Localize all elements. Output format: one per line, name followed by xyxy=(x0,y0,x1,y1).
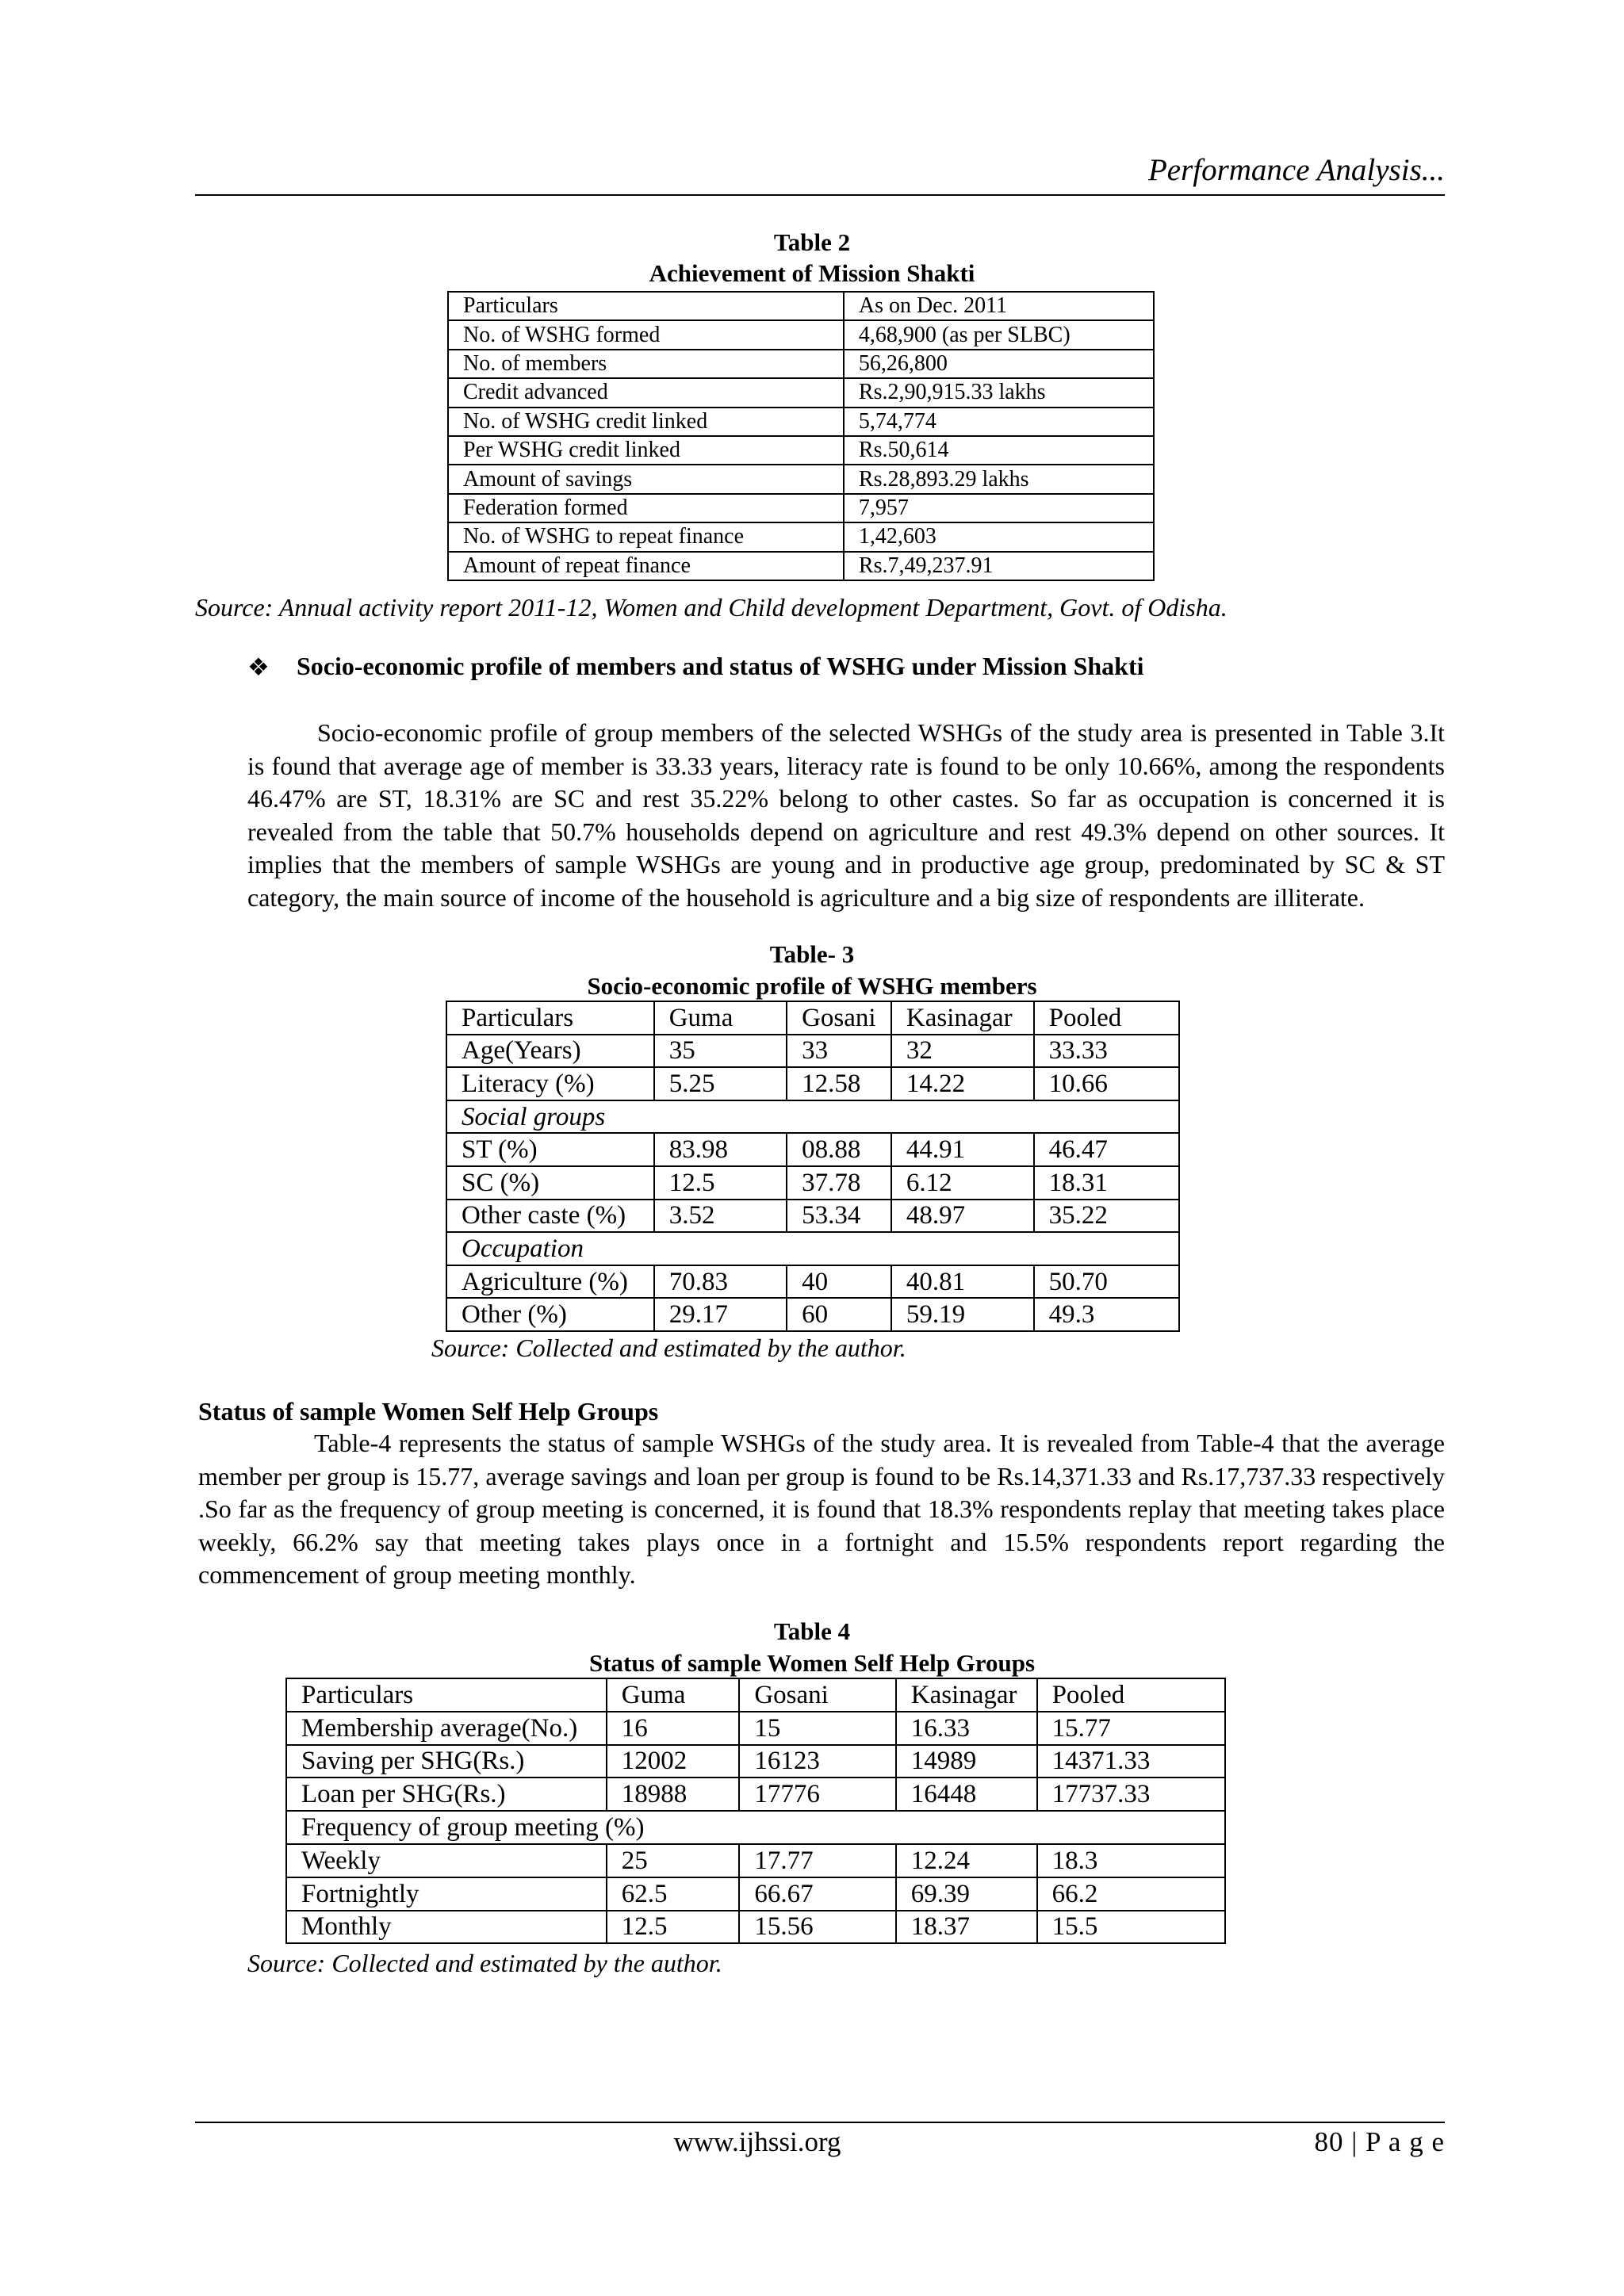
value-cell: 62.5 xyxy=(607,1877,740,1911)
value-cell: 56,26,800 xyxy=(844,350,1154,378)
row-label-cell: Agriculture (%) xyxy=(446,1265,654,1299)
row-label-cell: Other (%) xyxy=(446,1298,654,1331)
value-cell: 33 xyxy=(787,1035,891,1068)
value-cell: 17.77 xyxy=(739,1844,895,1877)
value-cell: 18.31 xyxy=(1034,1166,1179,1200)
value-cell: 35 xyxy=(654,1035,787,1068)
value-cell: 40 xyxy=(787,1265,891,1299)
table-row xyxy=(286,1911,1225,1944)
table-row xyxy=(448,465,1154,493)
value-cell: 18.3 xyxy=(1037,1844,1225,1877)
table-row xyxy=(448,378,1154,407)
value-cell: 15.56 xyxy=(739,1911,895,1944)
table-row xyxy=(286,1712,1225,1745)
value-cell: 16.33 xyxy=(896,1712,1037,1745)
group-label-cell: Frequency of group meeting (%) xyxy=(286,1811,1225,1844)
value-cell: 6.12 xyxy=(891,1166,1034,1200)
page-number: 80 | P a g e xyxy=(1314,2126,1445,2157)
row-label-cell: Weekly xyxy=(286,1844,607,1877)
table-row xyxy=(446,1298,1179,1331)
row-label-cell: Particulars xyxy=(448,292,844,320)
value-cell: 16 xyxy=(607,1712,740,1745)
value-cell: 1,42,603 xyxy=(844,522,1154,551)
diamond-bullet-icon: ❖ xyxy=(247,653,270,681)
group-row xyxy=(286,1811,1225,1844)
row-label-cell: Amount of savings xyxy=(448,465,844,493)
group-row xyxy=(446,1232,1179,1265)
value-cell: 18.37 xyxy=(896,1911,1037,1944)
row-label-cell: Other caste (%) xyxy=(446,1200,654,1233)
value-cell: 14371.33 xyxy=(1037,1745,1225,1778)
row-label-cell: No. of WSHG formed xyxy=(448,320,844,349)
row-label-cell: Per WSHG credit linked xyxy=(448,436,844,465)
table3-title: Socio-economic profile of WSHG members xyxy=(587,972,1037,1000)
row-label-cell: Saving per SHG(Rs.) xyxy=(286,1745,607,1778)
row-label-cell: No. of WSHG credit linked xyxy=(448,408,844,436)
value-cell: 12.5 xyxy=(654,1166,787,1200)
table-row xyxy=(286,1877,1225,1911)
value-cell: 14989 xyxy=(896,1745,1037,1778)
value-cell: 35.22 xyxy=(1034,1200,1179,1233)
value-cell: 08.88 xyxy=(787,1133,891,1166)
value-cell: 12.5 xyxy=(607,1911,740,1944)
value-cell: 7,957 xyxy=(844,494,1154,522)
table2-source: Source: Annual activity report 2011-12, Women and Child development Department, Govt. of Odisha. xyxy=(195,593,1228,622)
value-cell: 25 xyxy=(607,1844,740,1877)
value-cell: Kasinagar xyxy=(896,1678,1037,1712)
value-cell: 5.25 xyxy=(654,1067,787,1100)
value-cell: 29.17 xyxy=(654,1298,787,1331)
value-cell: Gosani xyxy=(739,1678,895,1712)
value-cell: 15.77 xyxy=(1037,1712,1225,1745)
table3 xyxy=(446,1001,1180,1332)
table-row xyxy=(448,292,1154,320)
section1-heading: Socio-economic profile of members and status of WSHG under Mission Shakti xyxy=(297,652,1144,680)
table-row xyxy=(448,494,1154,522)
value-cell: 66.67 xyxy=(739,1877,895,1911)
value-cell: Pooled xyxy=(1034,1001,1179,1035)
table-row xyxy=(286,1777,1225,1811)
row-label-cell: Amount of repeat finance xyxy=(448,552,844,580)
table4-title: Status of sample Women Self Help Groups xyxy=(588,1649,1036,1677)
table4 xyxy=(285,1678,1226,1944)
row-label-cell: Fortnightly xyxy=(286,1877,607,1911)
row-label-cell: Particulars xyxy=(286,1678,607,1712)
row-label-cell: Federation formed xyxy=(448,494,844,522)
value-cell: 37.78 xyxy=(787,1166,891,1200)
table-row xyxy=(286,1844,1225,1877)
value-cell: 15.5 xyxy=(1037,1911,1225,1944)
table-row xyxy=(448,436,1154,465)
row-label-cell: Credit advanced xyxy=(448,378,844,407)
value-cell: 83.98 xyxy=(654,1133,787,1166)
value-cell: 4,68,900 (as per SLBC) xyxy=(844,320,1154,349)
value-cell: 16123 xyxy=(739,1745,895,1778)
row-label-cell: Loan per SHG(Rs.) xyxy=(286,1777,607,1811)
table-row xyxy=(448,320,1154,349)
value-cell: 18988 xyxy=(607,1777,740,1811)
value-cell: 69.39 xyxy=(896,1877,1037,1911)
value-cell: Guma xyxy=(607,1678,740,1712)
value-cell: 15 xyxy=(739,1712,895,1745)
value-cell: 17737.33 xyxy=(1037,1777,1225,1811)
value-cell: 12.58 xyxy=(787,1067,891,1100)
row-label-cell: Monthly xyxy=(286,1911,607,1944)
group-row xyxy=(446,1100,1179,1134)
value-cell: As on Dec. 2011 xyxy=(844,292,1154,320)
table3-label: Table- 3 xyxy=(769,940,855,968)
table4-label: Table 4 xyxy=(773,1617,851,1645)
header-rule xyxy=(195,194,1445,196)
running-header: Performance Analysis... xyxy=(1147,153,1445,187)
table-row xyxy=(448,522,1154,551)
row-label-cell: ST (%) xyxy=(446,1133,654,1166)
value-cell: 16448 xyxy=(896,1777,1037,1811)
value-cell: 60 xyxy=(787,1298,891,1331)
table2-label: Table 2 xyxy=(773,228,851,256)
value-cell: Kasinagar xyxy=(891,1001,1034,1035)
table-row xyxy=(446,1133,1179,1166)
value-cell: 66.2 xyxy=(1037,1877,1225,1911)
value-cell: 33.33 xyxy=(1034,1035,1179,1068)
value-cell: Guma xyxy=(654,1001,787,1035)
table-row xyxy=(448,552,1154,580)
footer-url: www.ijhssi.org xyxy=(673,2126,841,2157)
table-row xyxy=(446,1067,1179,1100)
value-cell: Rs.7,49,237.91 xyxy=(844,552,1154,580)
row-label-cell: No. of WSHG to repeat finance xyxy=(448,522,844,551)
value-cell: 10.66 xyxy=(1034,1067,1179,1100)
table4-source: Source: Collected and estimated by the author. xyxy=(247,1949,722,1977)
table-row xyxy=(448,350,1154,378)
table2-title: Achievement of Mission Shakti xyxy=(649,259,975,287)
value-cell: 5,74,774 xyxy=(844,408,1154,436)
value-cell: 70.83 xyxy=(654,1265,787,1299)
value-cell: Rs.50,614 xyxy=(844,436,1154,465)
value-cell: 3.52 xyxy=(654,1200,787,1233)
group-label-cell: Occupation xyxy=(446,1232,1179,1265)
footer-rule xyxy=(195,2122,1445,2123)
value-cell: 44.91 xyxy=(891,1133,1034,1166)
value-cell: 53.34 xyxy=(787,1200,891,1233)
value-cell: 12002 xyxy=(607,1745,740,1778)
value-cell: 50.70 xyxy=(1034,1265,1179,1299)
group-label-cell: Social groups xyxy=(446,1100,1179,1134)
table-row xyxy=(286,1678,1225,1712)
value-cell: Gosani xyxy=(787,1001,891,1035)
row-label-cell: Particulars xyxy=(446,1001,654,1035)
value-cell: Pooled xyxy=(1037,1678,1225,1712)
section2-paragraph: Table-4 represents the status of sample WSHGs of the study area. It is revealed from Table-4 that the average member per group is 15.77, average savings and loan per group is found to be Rs.14,371.33 and Rs.17,737.33 respectively .So far as the frequency of group meeting is concerned, it is found that 18.3% respondents replay that meeting takes place weekly, 66.2% say that meeting takes plays once in a fortnight and 15.5% respondents report regarding the commencement of group meeting monthly. xyxy=(198,1429,1445,1589)
section2-heading: Status of sample Women Self Help Groups xyxy=(198,1397,659,1425)
value-cell: 32 xyxy=(891,1035,1034,1068)
table3-source: Source: Collected and estimated by the author. xyxy=(431,1334,906,1362)
section1-paragraph: Socio-economic profile of group members of the selected WSHGs of the study area is presented in Table 3.It is found that average age of member is 33.33 years, literacy rate is found to be only 10.66%, among the respondents 46.47% are ST, 18.31% are SC and rest 35.22% belong to other castes. So far as occupation is concerned it is revealed from the table that 50.7% households depend on agriculture and rest 49.3% depend on other sources. It implies that the members of sample WSHGs are young and in productive age group, predominated by SC & ST category, the main source of income of the household is agriculture and a big size of respondents are illiterate. xyxy=(247,718,1445,912)
table-row xyxy=(446,1200,1179,1233)
table-row xyxy=(446,1265,1179,1299)
table-row xyxy=(446,1035,1179,1068)
row-label-cell: Age(Years) xyxy=(446,1035,654,1068)
table-row xyxy=(448,408,1154,436)
value-cell: Rs.28,893.29 lakhs xyxy=(844,465,1154,493)
table-row xyxy=(446,1166,1179,1200)
table-row xyxy=(286,1745,1225,1778)
row-label-cell: Membership average(No.) xyxy=(286,1712,607,1745)
value-cell: 46.47 xyxy=(1034,1133,1179,1166)
value-cell: 17776 xyxy=(739,1777,895,1811)
table-row xyxy=(446,1001,1179,1035)
row-label-cell: SC (%) xyxy=(446,1166,654,1200)
value-cell: Rs.2,90,915.33 lakhs xyxy=(844,378,1154,407)
value-cell: 49.3 xyxy=(1034,1298,1179,1331)
row-label-cell: No. of members xyxy=(448,350,844,378)
row-label-cell: Literacy (%) xyxy=(446,1067,654,1100)
value-cell: 14.22 xyxy=(891,1067,1034,1100)
value-cell: 48.97 xyxy=(891,1200,1034,1233)
value-cell: 59.19 xyxy=(891,1298,1034,1331)
value-cell: 40.81 xyxy=(891,1265,1034,1299)
value-cell: 12.24 xyxy=(896,1844,1037,1877)
table2 xyxy=(447,291,1155,581)
